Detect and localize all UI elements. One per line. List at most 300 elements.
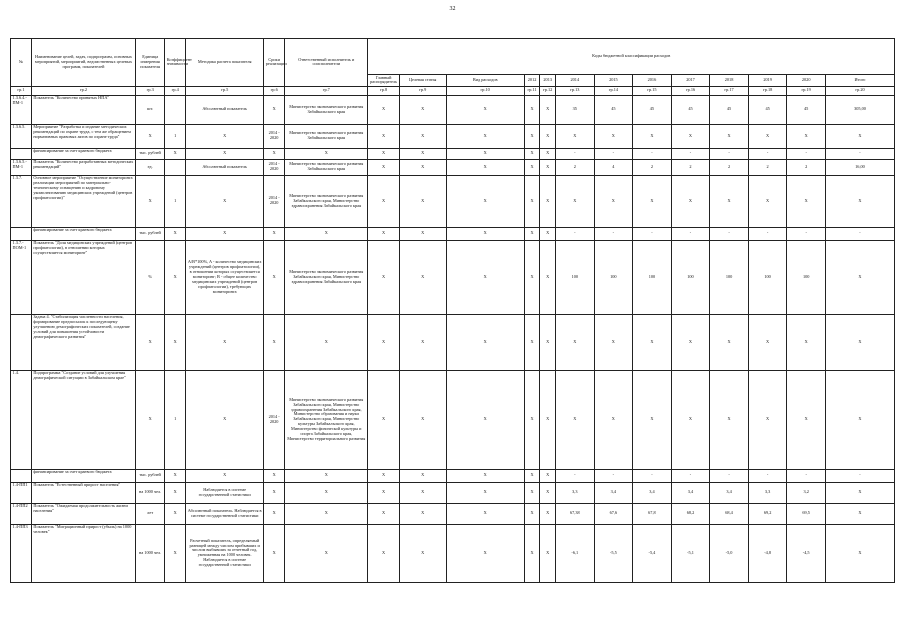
row-year-value: -6,1 [556, 524, 595, 582]
table-row [11, 469, 895, 482]
column-index: гр.1 [11, 86, 32, 95]
row-year-value: 45 [594, 95, 633, 124]
row-year-value: 2 [556, 159, 595, 175]
row-year-value: 3,4 [633, 482, 672, 503]
row-method: X [186, 124, 264, 148]
row-name: Задача 4. "Стабилизация численности населения, формирование предпосылок к последующему улучшению демографических показателей, создание условий для повышения устойчивости демографического развития" [31, 314, 135, 370]
row-year-value: -4,8 [748, 524, 787, 582]
row-article: X [399, 175, 446, 227]
row-name: Показатель "Естественный прирост населения" [31, 482, 135, 503]
row-year-value: 305,00 [825, 95, 894, 124]
row-year-value: 45 [710, 95, 749, 124]
header-year: 2016 [633, 75, 672, 87]
row-method: A/B*100%, A - количество медицинских учреждений (центров профпатологии), в отношении которых осуществляется мониторинг; B - общее количество медицинских учреждений (центров профпатологии), требующих мониторинга [186, 240, 264, 314]
row-year-value: 67,38 [556, 503, 595, 524]
row-year-value: X [671, 314, 710, 370]
row-article: X [399, 148, 446, 159]
table-row [11, 240, 895, 314]
row-year-value: X [540, 95, 556, 124]
row-article: X [399, 314, 446, 370]
row-year-value: X [594, 124, 633, 148]
row-year-value: - [594, 469, 633, 482]
row-coef: X [165, 240, 186, 314]
row-number: 1.3.7. [11, 175, 32, 227]
row-coef: 1 [165, 175, 186, 227]
row-distributor: X [368, 314, 399, 370]
row-year-value: X [633, 370, 672, 469]
table-row [11, 175, 895, 227]
column-index: гр.14 [594, 86, 633, 95]
column-index: гр.15 [633, 86, 672, 95]
row-method: Абсолютный показатель. Наблюдается в системе государственной статистики [186, 503, 264, 524]
row-year-value: - [710, 227, 749, 240]
header-year: 2012 [524, 75, 540, 87]
row-expense-type: X [446, 148, 524, 159]
row-year-value: - [787, 148, 826, 159]
row-year-value: X [540, 524, 556, 582]
row-year-value: - [710, 469, 749, 482]
row-name: Показатель "Миграционный прирост (убыль) на 1000 человек" [31, 524, 135, 582]
row-year-value: 2 [748, 159, 787, 175]
row-name: финансирование за счет краевого бюджета [31, 469, 135, 482]
row-year-value: - [748, 227, 787, 240]
column-index: гр.20 [825, 86, 894, 95]
row-year-value: X [524, 124, 540, 148]
row-responsible: X [285, 227, 368, 240]
row-name: Основное мероприятие "Осуществление мониторинга реализации мероприятий по материально-техническому оснащению и кадровому укомплектованию медицинских учреждений (центров профпатологии)" [31, 175, 135, 227]
row-year-value: X [524, 524, 540, 582]
row-method: X [186, 227, 264, 240]
column-index: гр.10 [446, 86, 524, 95]
row-article: X [399, 159, 446, 175]
row-number: 1.3.6.4.-ПМ-1 [11, 95, 32, 124]
row-year-value: - [633, 148, 672, 159]
row-year-value: 2 [710, 159, 749, 175]
row-distributor: X [368, 370, 399, 469]
row-distributor: X [368, 227, 399, 240]
row-responsible: X [285, 148, 368, 159]
row-unit: X [136, 370, 165, 469]
row-year-value: - [710, 148, 749, 159]
header-year: 2013 [540, 75, 556, 87]
row-coef: 1 [165, 370, 186, 469]
column-index: гр.9 [399, 86, 446, 95]
header-year: 2015 [594, 75, 633, 87]
row-term: X [264, 148, 285, 159]
header-method: Методика расчета показателя [186, 39, 264, 87]
row-unit: X [136, 175, 165, 227]
row-year-value: 68,4 [710, 503, 749, 524]
row-number [11, 148, 32, 159]
row-name: Показатель "Количество разработанных методических рекомендаций" [31, 159, 135, 175]
row-responsible: X [285, 482, 368, 503]
row-method: X [186, 469, 264, 482]
row-name: Мероприятие "Разработка и издание методических рекомендаций по охране труда, с тем же обращением нормативных правовых актов по охране труда" [31, 124, 135, 148]
row-year-value: 3,4 [671, 482, 710, 503]
row-term: X [264, 227, 285, 240]
column-index: гр.4 [165, 86, 186, 95]
row-year-value: X [524, 148, 540, 159]
row-number: 1.3.6.5.-ПМ-1 [11, 159, 32, 175]
row-unit: X [136, 124, 165, 148]
header-expense-article: Целевая статья [399, 75, 446, 87]
row-term: 2014 - 2020 [264, 370, 285, 469]
row-expense-type: X [446, 503, 524, 524]
row-name: Показатель "Количество принятых НПА" [31, 95, 135, 124]
row-distributor: X [368, 482, 399, 503]
row-year-value: 100 [787, 240, 826, 314]
row-year-value: 4 [594, 159, 633, 175]
header-year: 2019 [748, 75, 787, 87]
row-year-value: 3,2 [787, 482, 826, 503]
page-number: 32 [449, 6, 456, 12]
row-expense-type: X [446, 370, 524, 469]
table-row [11, 503, 895, 524]
row-year-value: X [787, 370, 826, 469]
column-index: гр.16 [671, 86, 710, 95]
row-year-value: - [825, 469, 894, 482]
row-year-value: X [540, 314, 556, 370]
row-year-value: X [540, 370, 556, 469]
row-year-value: X [633, 175, 672, 227]
row-article: X [399, 240, 446, 314]
row-article: X [399, 503, 446, 524]
row-year-value: X [524, 95, 540, 124]
header-budget-codes: Коды бюджетной классификации расходов [368, 39, 895, 75]
column-index: гр.7 [285, 86, 368, 95]
row-term: 2014 - 2020 [264, 175, 285, 227]
row-method: X [186, 148, 264, 159]
row-year-value: X [633, 314, 672, 370]
row-year-value: X [524, 469, 540, 482]
row-method: Абсолютный показатель [186, 95, 264, 124]
row-year-value: X [825, 482, 894, 503]
row-term: X [264, 240, 285, 314]
row-responsible: Министерство экономического развития Забайкальского края [285, 95, 368, 124]
row-year-value: X [540, 124, 556, 148]
row-unit: лет [136, 503, 165, 524]
row-year-value: 3,3 [748, 482, 787, 503]
row-year-value: X [825, 240, 894, 314]
row-year-value: X [540, 175, 556, 227]
column-index: гр.11 [524, 86, 540, 95]
row-year-value: X [540, 159, 556, 175]
row-number: 1.4-ПП2 [11, 503, 32, 524]
row-expense-type: X [446, 469, 524, 482]
row-term: 2014 - 2020 [264, 124, 285, 148]
row-year-value: 2 [671, 159, 710, 175]
row-year-value: X [524, 482, 540, 503]
row-year-value: X [671, 175, 710, 227]
row-year-value: 45 [787, 95, 826, 124]
column-index: гр.8 [368, 86, 399, 95]
row-expense-type: X [446, 314, 524, 370]
row-year-value: X [594, 314, 633, 370]
row-coef: X [165, 482, 186, 503]
row-expense-type: X [446, 227, 524, 240]
header-name: Наименование целей, задач, подпрограмм, основных мероприятий, мероприятий, ведомственных целевых программ, показателей [31, 39, 135, 87]
row-year-value: -5,0 [710, 524, 749, 582]
table-row [11, 159, 895, 175]
row-year-value: X [524, 175, 540, 227]
row-year-value: - [556, 469, 595, 482]
row-year-value: X [825, 124, 894, 148]
column-index: гр.13 [556, 86, 595, 95]
row-number [11, 314, 32, 370]
row-name: финансирование за счет краевого бюджета [31, 148, 135, 159]
row-responsible: Министерство экономического развития Забайкальского края, Министерство здравоохранения Забайкальского края [285, 240, 368, 314]
row-term: X [264, 95, 285, 124]
row-year-value: 45 [671, 95, 710, 124]
header-year: 2020 [787, 75, 826, 87]
header-term: Сроки реализации [264, 39, 285, 87]
row-unit: % [136, 240, 165, 314]
row-coef: X [165, 227, 186, 240]
row-year-value: 3,3 [556, 482, 595, 503]
row-distributor: X [368, 524, 399, 582]
row-year-value: -5,4 [633, 524, 672, 582]
row-distributor: X [368, 240, 399, 314]
row-method: X [186, 370, 264, 469]
row-article: X [399, 95, 446, 124]
row-year-value: X [540, 469, 556, 482]
row-year-value: 2 [633, 159, 672, 175]
row-year-value: 67,8 [633, 503, 672, 524]
row-year-value: 45 [633, 95, 672, 124]
row-term: 2014 - 2020 [264, 159, 285, 175]
header-coef: Коэффициент значимости [165, 39, 186, 87]
row-number: 1.3.6.5. [11, 124, 32, 148]
table-row [11, 370, 895, 469]
row-year-value: -5,1 [671, 524, 710, 582]
row-coef [165, 159, 186, 175]
header-year: 2018 [710, 75, 749, 87]
row-year-value: X [671, 370, 710, 469]
row-year-value: X [556, 124, 595, 148]
row-name: финансирование за счет краевого бюджета [31, 227, 135, 240]
row-term: X [264, 314, 285, 370]
row-year-value: 69,5 [787, 503, 826, 524]
header-gr-distributor: Главный распорядитель [368, 75, 399, 87]
table-row [11, 482, 895, 503]
row-expense-type: X [446, 482, 524, 503]
row-method: X [186, 314, 264, 370]
row-year-value: 100 [633, 240, 672, 314]
row-year-value: X [556, 314, 595, 370]
row-distributor: X [368, 148, 399, 159]
row-year-value: 100 [710, 240, 749, 314]
table-row [11, 524, 895, 582]
row-coef: 1 [165, 124, 186, 148]
row-year-value: X [825, 314, 894, 370]
row-year-value: X [825, 503, 894, 524]
column-index: гр.6 [264, 86, 285, 95]
row-year-value: 35 [556, 95, 595, 124]
row-expense-type: X [446, 95, 524, 124]
row-year-value: - [671, 469, 710, 482]
row-unit: тыс. рублей [136, 227, 165, 240]
table-row [11, 148, 895, 159]
row-year-value: X [825, 175, 894, 227]
header-num: № [11, 39, 32, 87]
row-unit: на 1000 чел. [136, 482, 165, 503]
row-method: X [186, 175, 264, 227]
header-year: 2014 [556, 75, 595, 87]
header-expense-type: Вид расходов [446, 75, 524, 87]
row-year-value: - [825, 148, 894, 159]
row-unit: на 1000 чел. [136, 524, 165, 582]
row-coef: X [165, 524, 186, 582]
row-number [11, 469, 32, 482]
row-responsible: Министерство экономического развития Забайкальского края, Министерство здравоохранения Забайкальского края, Министерство образования и науки Забайкальского края, Министерство культуры Забайкальского края, Министерство физической культуры и спорта Забайкальского края, Министерство территориального развития [285, 370, 368, 469]
row-responsible: Министерство экономического развития Забайкальского края [285, 159, 368, 175]
row-responsible: X [285, 503, 368, 524]
row-year-value: - [594, 227, 633, 240]
column-index: гр.18 [748, 86, 787, 95]
row-name: Подпрограмма "Создание условий для улучшения демографической ситуации в Забайкальском крае" [31, 370, 135, 469]
row-year-value: X [540, 482, 556, 503]
row-year-value: - [671, 227, 710, 240]
row-year-value: 2 [787, 159, 826, 175]
row-year-value: - [556, 227, 595, 240]
row-unit: шт. [136, 95, 165, 124]
row-number: 1.3.7.-ПОМ-1 [11, 240, 32, 314]
row-coef: X [165, 314, 186, 370]
column-index: гр.3 [136, 86, 165, 95]
row-year-value: -4,5 [787, 524, 826, 582]
row-year-value: X [710, 314, 749, 370]
row-year-value: - [787, 227, 826, 240]
row-method: Наблюдается в системе государственной статистики [186, 482, 264, 503]
row-responsible: Министерство экономического развития Забайкальского края [285, 124, 368, 148]
row-year-value: X [524, 159, 540, 175]
row-year-value: 3,4 [594, 482, 633, 503]
row-year-value: 69,2 [748, 503, 787, 524]
row-year-value: 67,6 [594, 503, 633, 524]
row-expense-type: X [446, 159, 524, 175]
row-year-value: 100 [594, 240, 633, 314]
row-article: X [399, 482, 446, 503]
table-row [11, 314, 895, 370]
row-article: X [399, 370, 446, 469]
row-year-value: X [540, 240, 556, 314]
row-year-value: - [825, 227, 894, 240]
row-year-value: 100 [556, 240, 595, 314]
row-article: X [399, 524, 446, 582]
row-year-value: X [556, 370, 595, 469]
row-name: Показатель "Доля медицинских учреждений (центров профпатологии), в отношении которых осуществляется мониторинг" [31, 240, 135, 314]
row-number: 1.4-ПП3 [11, 524, 32, 582]
row-expense-type: X [446, 124, 524, 148]
row-year-value: 16,00 [825, 159, 894, 175]
row-year-value: X [540, 503, 556, 524]
column-index: гр.2 [31, 86, 135, 95]
row-year-value: X [524, 370, 540, 469]
row-number [11, 227, 32, 240]
row-term: X [264, 469, 285, 482]
row-year-value: X [524, 503, 540, 524]
row-responsible: Министерство экономического развития Забайкальского края, Министерство здравоохранения Забайкальского края [285, 175, 368, 227]
row-year-value: X [825, 524, 894, 582]
row-year-value: -5,5 [594, 524, 633, 582]
column-index: гр.19 [787, 86, 826, 95]
row-year-value: - [671, 148, 710, 159]
column-index: гр.12 [540, 86, 556, 95]
row-year-value: - [748, 469, 787, 482]
row-year-value: - [748, 148, 787, 159]
row-method: Абсолютный показатель [186, 159, 264, 175]
row-year-value: X [825, 370, 894, 469]
row-distributor: X [368, 503, 399, 524]
row-year-value: X [524, 314, 540, 370]
table-row [11, 124, 895, 148]
header-year: 2017 [671, 75, 710, 87]
row-number: 1.4-ПП1 [11, 482, 32, 503]
row-year-value: X [748, 370, 787, 469]
header-unit: Единица измерения показателя [136, 39, 165, 87]
row-year-value: 3,4 [710, 482, 749, 503]
table-row [11, 95, 895, 124]
row-distributor: X [368, 124, 399, 148]
row-year-value: X [710, 124, 749, 148]
row-year-value: X [710, 370, 749, 469]
row-coef [165, 95, 186, 124]
row-year-value: X [594, 370, 633, 469]
header-year: Итого [825, 75, 894, 87]
row-year-value: X [787, 314, 826, 370]
row-year-value: X [594, 175, 633, 227]
row-year-value: 68,2 [671, 503, 710, 524]
column-index: гр.5 [186, 86, 264, 95]
row-year-value: - [594, 148, 633, 159]
row-year-value: X [633, 124, 672, 148]
row-coef: X [165, 503, 186, 524]
row-year-value: X [787, 124, 826, 148]
row-unit: тыс. рублей [136, 148, 165, 159]
row-expense-type: X [446, 175, 524, 227]
table-row [11, 227, 895, 240]
row-responsible: X [285, 469, 368, 482]
row-year-value: X [671, 124, 710, 148]
row-year-value: X [748, 175, 787, 227]
row-coef: X [165, 469, 186, 482]
row-year-value: X [748, 124, 787, 148]
row-year-value: - [556, 148, 595, 159]
row-year-value: X [787, 175, 826, 227]
row-year-value: X [524, 227, 540, 240]
row-term: X [264, 503, 285, 524]
row-name: Показатель "Ожидаемая продолжительность жизни населения" [31, 503, 135, 524]
row-year-value: X [710, 175, 749, 227]
row-distributor: X [368, 175, 399, 227]
row-expense-type: X [446, 240, 524, 314]
row-article: X [399, 469, 446, 482]
row-article: X [399, 227, 446, 240]
row-article: X [399, 124, 446, 148]
row-year-value: X [748, 314, 787, 370]
row-unit: ед. [136, 159, 165, 175]
row-term: X [264, 482, 285, 503]
row-year-value: 100 [671, 240, 710, 314]
row-expense-type: X [446, 524, 524, 582]
column-index: гр.17 [710, 86, 749, 95]
program-indicators-table [10, 38, 895, 583]
row-number: 1.4. [11, 370, 32, 469]
row-year-value: - [633, 469, 672, 482]
row-distributor: X [368, 95, 399, 124]
row-year-value: X [556, 175, 595, 227]
row-unit: X [136, 314, 165, 370]
